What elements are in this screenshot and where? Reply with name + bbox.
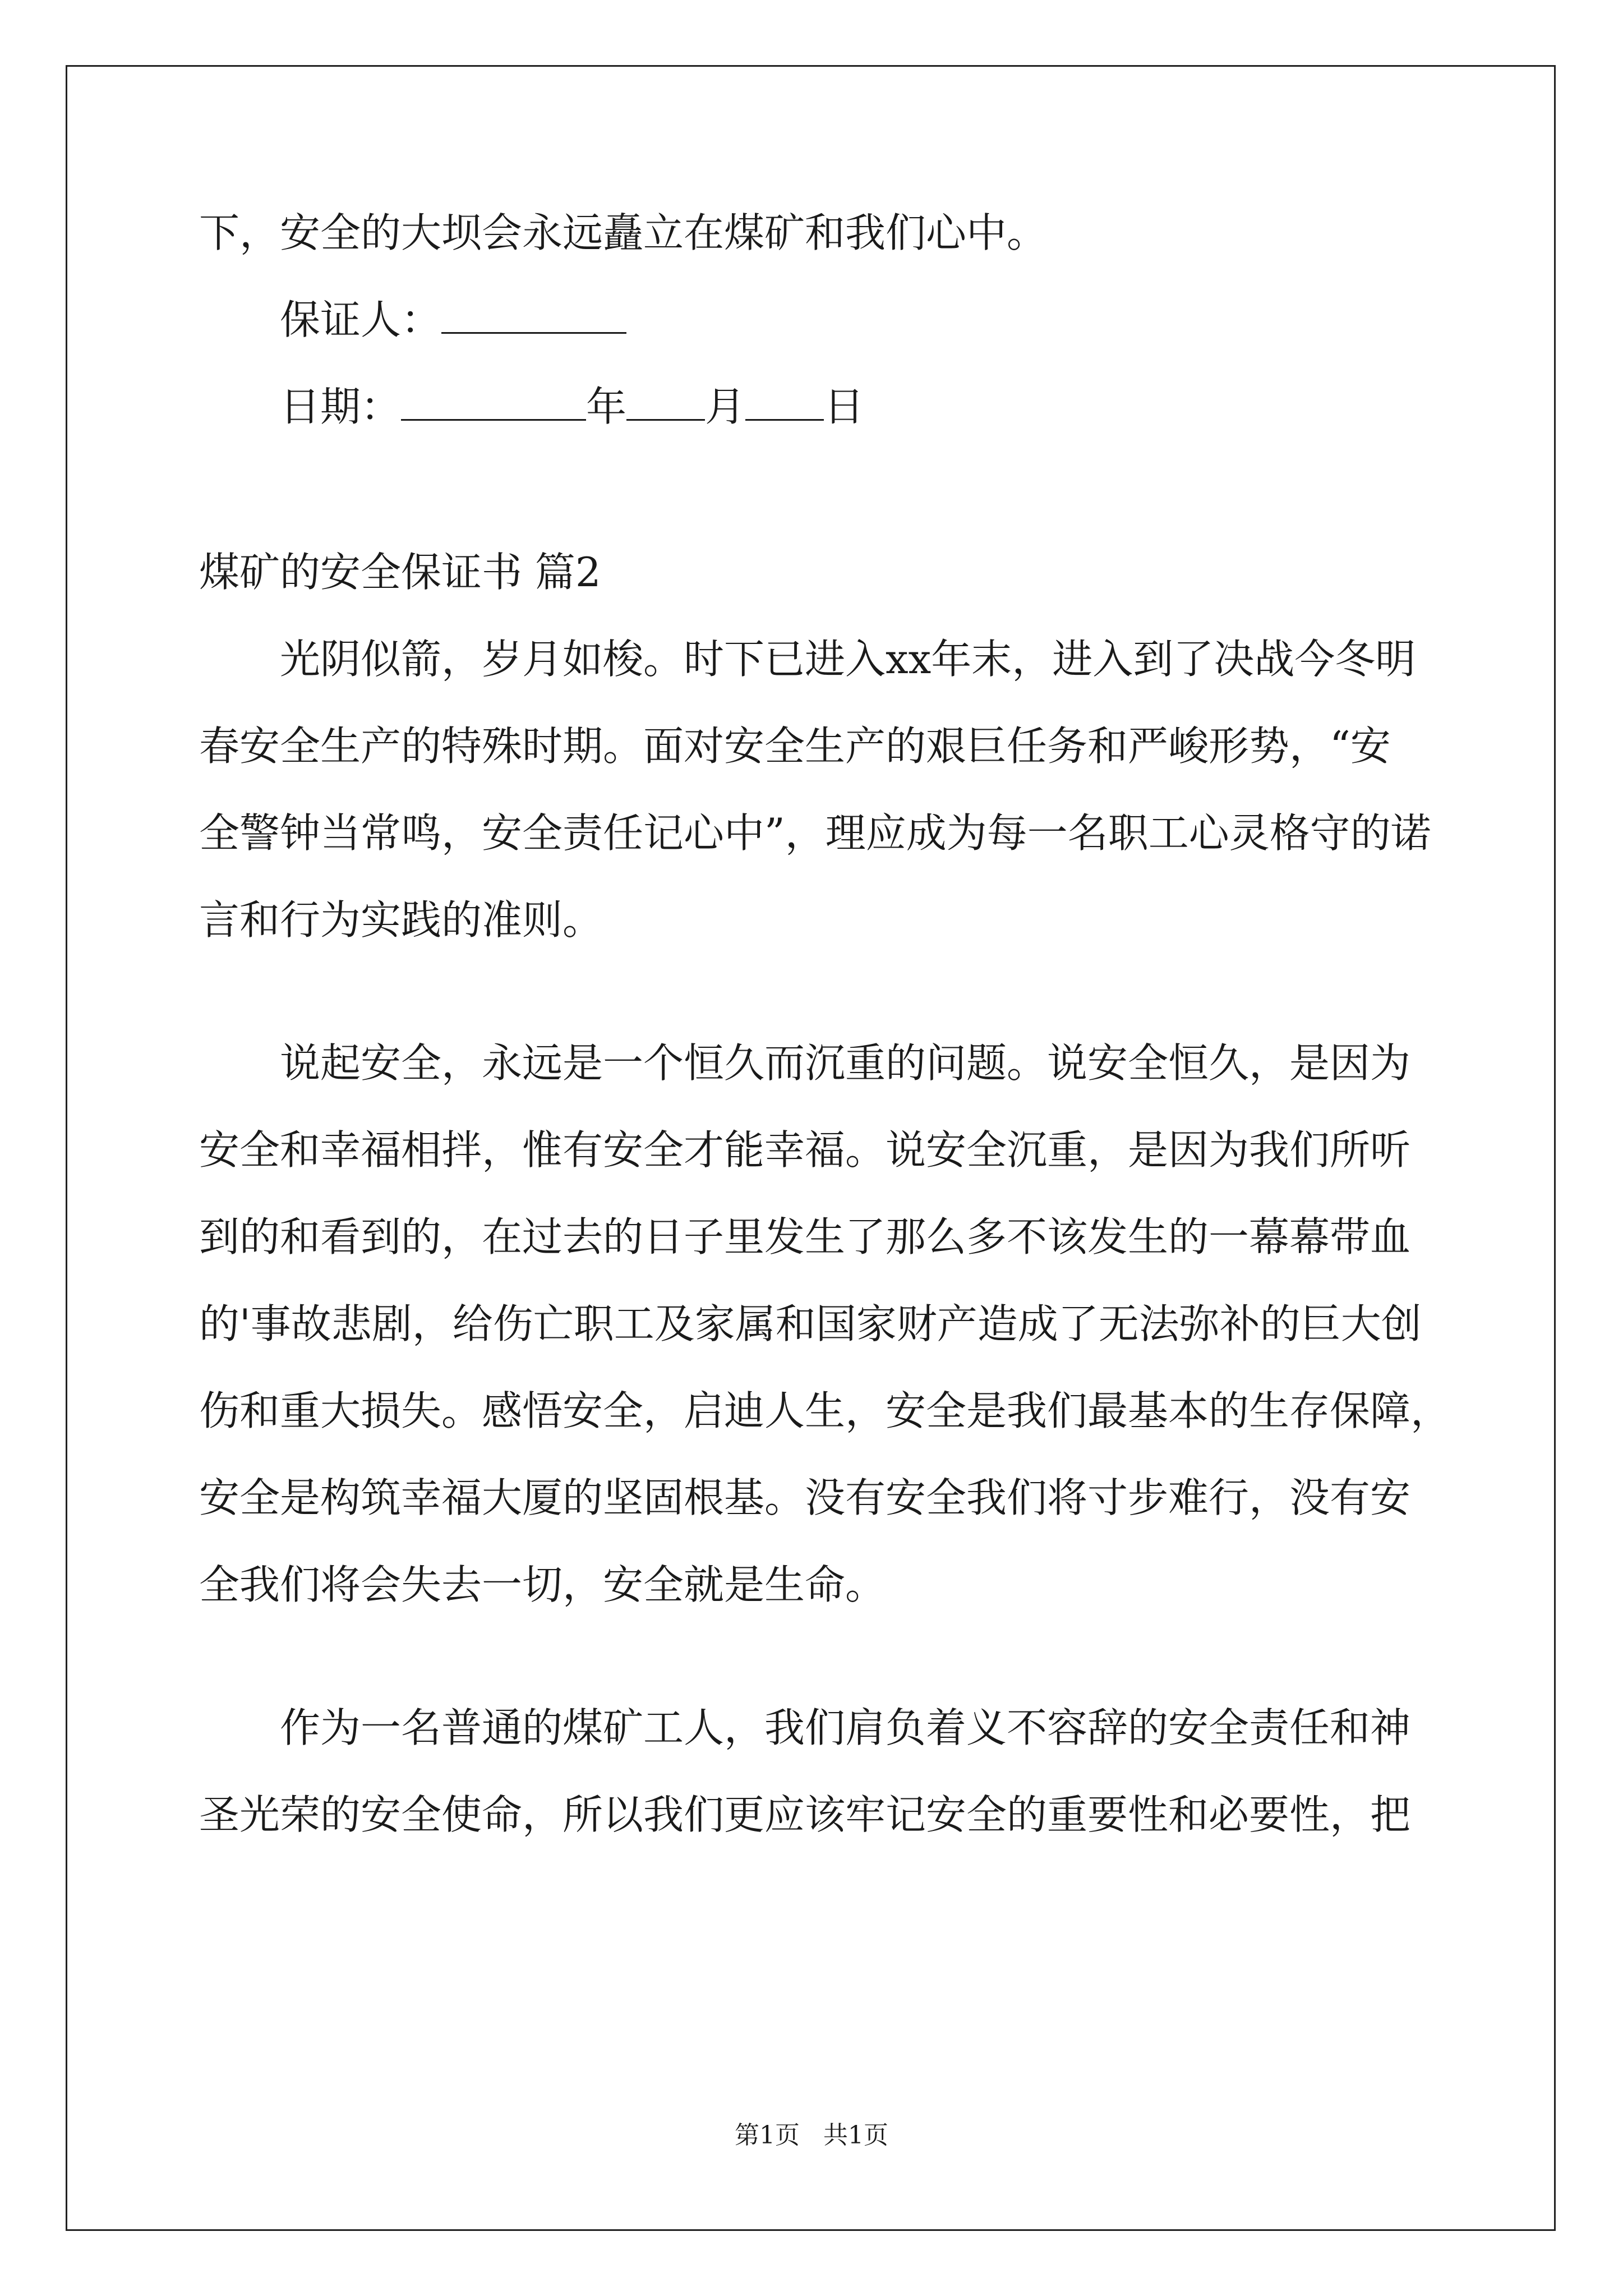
year-blank [401, 385, 586, 421]
paragraph-line: 到的和看到的，在过去的日子里发生了那么多不该发生的一幕幕带血 [199, 1213, 1411, 1260]
paragraph-line: 安全是构筑幸福大厦的坚固根基。没有安全我们将寸步难行，没有安 [199, 1474, 1411, 1521]
section-heading: 煤矿的安全保证书 篇2 [199, 549, 601, 596]
paragraph-line: 的'事故悲剧，给伤亡职工及家属和国家财产造成了无法弥补的巨大创 [199, 1300, 1422, 1347]
paragraph-line: 光阴似箭，岁月如梭。时下已进入xx年末，进入到了决战今冬明 [280, 636, 1416, 683]
day-label: 日 [824, 383, 865, 430]
guarantor-label: 保证人： [280, 296, 442, 343]
guarantor-line [280, 295, 626, 345]
date-line [280, 381, 864, 432]
paragraph-line: 言和行为实践的准则。 [199, 896, 603, 944]
paragraph-line: 春安全生产的特殊时期。面对安全生产的艰巨任务和严峻形势，“安 [199, 723, 1391, 770]
paragraph-line: 安全和幸福相拌，惟有安全才能幸福。说安全沉重，是因为我们所听 [199, 1126, 1411, 1174]
paragraph-line: 下，安全的大坝会永远矗立在煤矿和我们心中。 [199, 209, 1048, 256]
paragraph-line: 全警钟当常鸣，安全责任记心中”，理应成为每一名职工心灵格守的诺 [199, 809, 1431, 857]
guarantor-blank [441, 298, 626, 334]
paragraph-line: 全我们将会失去一切，安全就是生命。 [199, 1561, 886, 1608]
paragraph-line: 作为一名普通的煤矿工人，我们肩负着义不容辞的安全责任和神 [280, 1704, 1411, 1751]
month-label: 月 [705, 383, 746, 430]
paragraph-line: 圣光荣的安全使命，所以我们更应该牢记安全的重要性和必要性，把 [199, 1791, 1411, 1838]
paragraph-line: 伤和重大损失。感悟安全，启迪人生，安全是我们最基本的生存保障， [199, 1387, 1451, 1434]
day-blank [745, 385, 824, 421]
paragraph-line: 说起安全，永远是一个恒久而沉重的问题。说安全恒久，是因为 [280, 1039, 1411, 1087]
page-number-footer: 第1页 共1页 [735, 2121, 888, 2150]
year-label: 年 [586, 383, 627, 430]
date-label: 日期： [280, 383, 402, 430]
month-blank [626, 385, 705, 421]
